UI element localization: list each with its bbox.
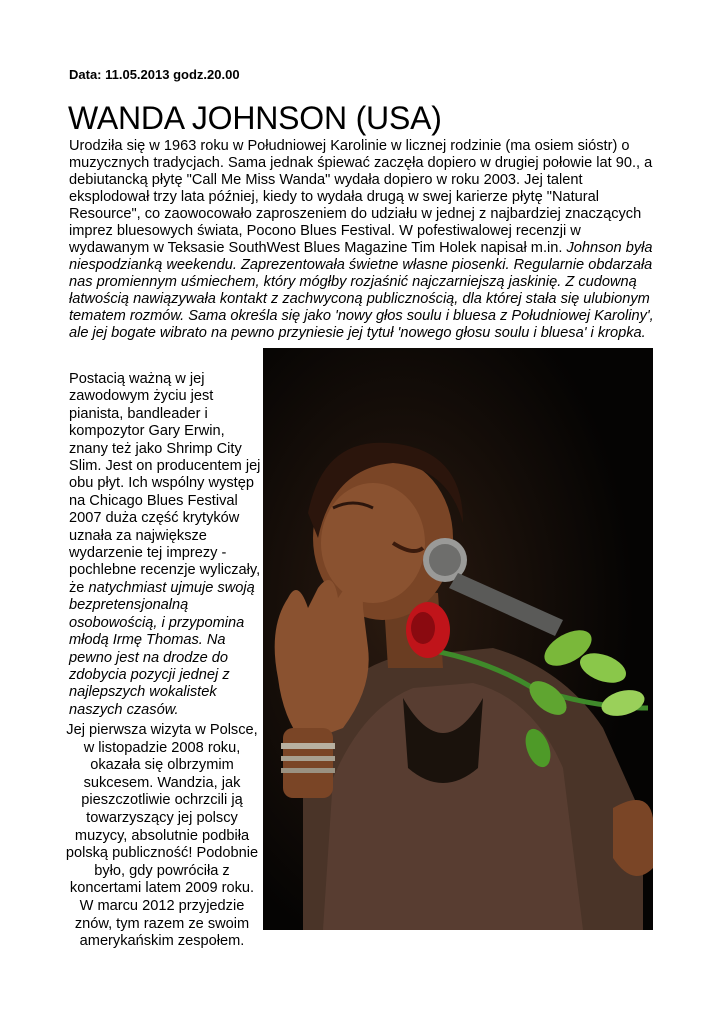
event-date: Data: 11.05.2013 godz.20.00 — [69, 67, 240, 82]
left-column-quote: natychmiast ujmuje swoją bezpretensjonalną osobowością, i przypomina młodą Irmę Thomas. Na pewno jest na drodze do zdobycia pozycji jednej z najlepszych wokalistek naszych czasów. — [69, 579, 255, 718]
intro-quote: Johnson była niespodzianką weekendu. Zaprezentowała świetne własne piosenki. Regularnie obdarzała nas promiennym uśmiechem, który mógłby rozjaśnić najczarniejszą jaskinię. Z cudowną łatwością nawiązywała kontakt z zachwyconą publicznością, dla której stała się ulubionym tematem rozmów. Sama określa się jako 'nowy głos soulu i bluesa z Południowej Karoliny', ale jej bogate wibrato na pewno przyniesie jej tytuł 'nowego głosu soulu i bluesa' i kropka. — [69, 240, 654, 341]
intro-text: Urodziła się w 1963 roku w Południowej Karolinie w licznej rodzinie (ma osiem sióstr) o muzycznych tradycjach. Sama jednak śpiewać zaczęła dopiero w drugiej połowie lat 90., a debiutancką płytę "Call Me Miss Wanda" wydała dopiero w roku 2003. Jej talent eksplodował trzy lata później, kiedy to wydała drugą w swej karierze płytę "Natural Resource", co zaowocowało zaproszeniem do udziału w jednej z najbardziej znaczących imprez bluesowych świata, Pocono Blues Festival. W pofestiwalowej recenzji w wydawanym w Teksasie SouthWest Blues Magazine Tim Holek napisał m.in. — [69, 138, 653, 256]
centered-paragraph: Jej pierwsza wizyta w Polsce, w listopadzie 2008 roku, okazała się olbrzymim sukcesem. Wandzia, jak pieszczotliwie ochrzcili ją towarzyszący jej polscy muzycy, absolutnie podbiła polską publiczność! Podobnie było, gdy powróciła z koncertami latem 2009 roku. W marcu 2012 przyjedzie znów, tym razem ze swoim amerykańskim zespołem. — [65, 722, 259, 950]
performer-photo — [263, 348, 653, 930]
performer-illustration — [263, 348, 653, 930]
left-column-text: Postacią ważną w jej zawodowym życiu jest pianista, bandleader i kompozytor Gary Erwin, znany też jako Shrimp City Slim. Jest on producentem jej obu płyt. Ich wspólny występ na Chicago Blues Festival 2007 duża część krytyków uznała za największe wydarzenie tej imprezy - pochlebne recenzje wyliczały, że — [69, 371, 261, 596]
left-column-paragraph — [69, 371, 265, 719]
page-title: WANDA JOHNSON (USA) — [68, 100, 442, 136]
intro-paragraph — [69, 138, 659, 342]
